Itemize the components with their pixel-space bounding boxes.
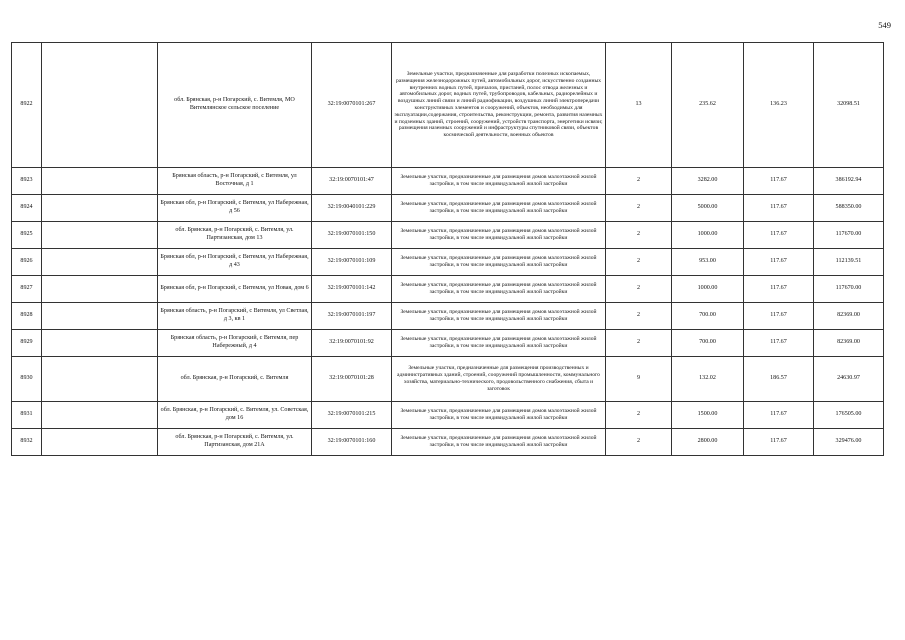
cadastral-value-cell: 588350.00: [814, 195, 884, 222]
land-use-purpose-cell: Земельные участки, предназначенные для размещения домов малоэтажной жилой застройки, в том числе индивидуальной жилой застройки: [392, 330, 606, 357]
table-row: [12, 222, 884, 249]
table-row: [12, 276, 884, 303]
blank-cell: [42, 195, 158, 222]
address-cell: обл. Брянская, р-н Погарский, с. Витемля, ул. Партизанская, дом 21А: [158, 429, 312, 456]
specific-value-cell: 186.57: [744, 357, 814, 402]
area-cell: 2800.00: [672, 429, 744, 456]
land-use-purpose-cell: Земельные участки, предназначенные для размещения домов малоэтажной жилой застройки, в том числе индивидуальной жилой застройки: [392, 429, 606, 456]
cadastral-number-cell: 32:19:0040101:229: [312, 195, 392, 222]
land-use-purpose-cell: Земельные участки, предназначенные для размещения производственных и административных зданий, строений, сооружений промышленности, коммунального хозяйства, материально-технического, продовольственного снабжения, сбыта и заготовок: [392, 357, 606, 402]
address-cell: обл. Брянская, р-н Погарский, с. Витемля, МО Витемлянское сельское поселение: [158, 43, 312, 168]
specific-value-cell: 117.67: [744, 249, 814, 276]
address-cell: Брянская область, р-н Погарский, с Витемля, ул Восточная, д 1: [158, 168, 312, 195]
land-use-purpose-cell: Земельные участки, предназначенные для размещения домов малоэтажной жилой застройки, в том числе индивидуальной жилой застройки: [392, 168, 606, 195]
use-type-code-cell: 2: [606, 168, 672, 195]
table-row: [12, 249, 884, 276]
blank-cell: [42, 357, 158, 402]
blank-cell: [42, 276, 158, 303]
cadastral-value-cell: 117670.00: [814, 276, 884, 303]
address-cell: обл. Брянская, р-н Погарский, с. Витемля, ул. Советская, дом 16: [158, 402, 312, 429]
table-row: [12, 429, 884, 456]
table-row: [12, 402, 884, 429]
table-row: [12, 168, 884, 195]
specific-value-cell: 117.67: [744, 222, 814, 249]
cadastral-number-cell: 32:19:0070101:150: [312, 222, 392, 249]
cadastral-value-cell: 24630.97: [814, 357, 884, 402]
land-use-purpose-cell: Земельные участки, предназначенные для размещения домов малоэтажной жилой застройки, в том числе индивидуальной жилой застройки: [392, 249, 606, 276]
area-cell: 953.00: [672, 249, 744, 276]
record-number-cell: 8928: [12, 303, 42, 330]
address-cell: обл. Брянская, р-н Погарский, с. Витемля, ул. Партизанская, дом 13: [158, 222, 312, 249]
address-cell: Брянская обл, р-н Погарский, с Витемля, ул Новая, дом 6: [158, 276, 312, 303]
area-cell: 5000.00: [672, 195, 744, 222]
specific-value-cell: 117.67: [744, 402, 814, 429]
use-type-code-cell: 2: [606, 195, 672, 222]
address-cell: Брянская область, р-н Погарский, с Витемля, пер Набережный, д 4: [158, 330, 312, 357]
blank-cell: [42, 402, 158, 429]
table-row: [12, 195, 884, 222]
use-type-code-cell: 2: [606, 330, 672, 357]
record-number-cell: 8925: [12, 222, 42, 249]
specific-value-cell: 117.67: [744, 195, 814, 222]
blank-cell: [42, 43, 158, 168]
page-number: 549: [878, 20, 891, 30]
use-type-code-cell: 13: [606, 43, 672, 168]
address-cell: Брянская область, р-н Погарский, с Витемля, ул Светлая, д 3, кв 1: [158, 303, 312, 330]
area-cell: 235.62: [672, 43, 744, 168]
record-number-cell: 8932: [12, 429, 42, 456]
blank-cell: [42, 303, 158, 330]
land-use-purpose-cell: Земельные участки, предназначенные для разработки полезных ископаемых, размещения железнодорожных путей, автомобильных дорог, искусственно созданных внутренних водных путей, причалов, пристаней, полос отвода железных и автомобильных дорог, водных путей, трубопроводов, кабельных, радиорелейных и воздушных линий связи и линий радиофикации, воздушных линий электропередачи конструктивных элементов и сооружений, объектов, необходимых для эксплуатации,содержания, строительства, реконструкции, ремонта, развития наземных и подземных зданий, строений, сооружений, устройств транспорта, энергетики исвязи; размещения наземных сооружений и инфраструктуры спутниковой связи, объектов космической деятельности, военных объектов: [392, 43, 606, 168]
cadastral-value-cell: 82369.00: [814, 330, 884, 357]
cadastral-number-cell: 32:19:0070101:267: [312, 43, 392, 168]
cadastral-number-cell: 32:19:0070101:47: [312, 168, 392, 195]
specific-value-cell: 136.23: [744, 43, 814, 168]
area-cell: 1000.00: [672, 222, 744, 249]
address-cell: Брянская обл, р-н Погарский, с Витемля, ул Набережная, д 56: [158, 195, 312, 222]
specific-value-cell: 117.67: [744, 303, 814, 330]
cadastral-number-cell: 32:19:0070101:197: [312, 303, 392, 330]
blank-cell: [42, 330, 158, 357]
area-cell: 1500.00: [672, 402, 744, 429]
cadastral-value-cell: 176505.00: [814, 402, 884, 429]
record-number-cell: 8927: [12, 276, 42, 303]
area-cell: 132.02: [672, 357, 744, 402]
land-use-purpose-cell: Земельные участки, предназначенные для размещения домов малоэтажной жилой застройки, в том числе индивидуальной жилой застройки: [392, 402, 606, 429]
record-number-cell: 8922: [12, 43, 42, 168]
cadastral-number-cell: 32:19:0070101:215: [312, 402, 392, 429]
cadastral-value-cell: 329476.00: [814, 429, 884, 456]
blank-cell: [42, 222, 158, 249]
address-cell: обл. Брянская, р-н Погарский, с. Витемля: [158, 357, 312, 402]
specific-value-cell: 117.67: [744, 168, 814, 195]
cadastral-value-cell: 386192.94: [814, 168, 884, 195]
cadastral-value-cell: 82369.00: [814, 303, 884, 330]
record-number-cell: 8931: [12, 402, 42, 429]
use-type-code-cell: 2: [606, 222, 672, 249]
land-use-purpose-cell: Земельные участки, предназначенные для размещения домов малоэтажной жилой застройки, в том числе индивидуальной жилой застройки: [392, 276, 606, 303]
table-row: [12, 303, 884, 330]
use-type-code-cell: 2: [606, 303, 672, 330]
land-registry-table: [11, 42, 884, 456]
cadastral-number-cell: 32:19:0070101:160: [312, 429, 392, 456]
table-row: [12, 43, 884, 168]
record-number-cell: 8924: [12, 195, 42, 222]
blank-cell: [42, 249, 158, 276]
land-use-purpose-cell: Земельные участки, предназначенные для размещения домов малоэтажной жилой застройки, в том числе индивидуальной жилой застройки: [392, 195, 606, 222]
table-row: [12, 330, 884, 357]
use-type-code-cell: 9: [606, 357, 672, 402]
specific-value-cell: 117.67: [744, 330, 814, 357]
area-cell: 3282.00: [672, 168, 744, 195]
cadastral-value-cell: 112139.51: [814, 249, 884, 276]
use-type-code-cell: 2: [606, 276, 672, 303]
cadastral-number-cell: 32:19:0070101:142: [312, 276, 392, 303]
land-use-purpose-cell: Земельные участки, предназначенные для размещения домов малоэтажной жилой застройки, в том числе индивидуальной жилой застройки: [392, 222, 606, 249]
table-row: [12, 357, 884, 402]
cadastral-number-cell: 32:19:0070101:92: [312, 330, 392, 357]
blank-cell: [42, 429, 158, 456]
cadastral-value-cell: 117670.00: [814, 222, 884, 249]
use-type-code-cell: 2: [606, 429, 672, 456]
record-number-cell: 8929: [12, 330, 42, 357]
cadastral-number-cell: 32:19:0070101:109: [312, 249, 392, 276]
cadastral-value-cell: 32098.51: [814, 43, 884, 168]
cadastral-number-cell: 32:19:0070101:28: [312, 357, 392, 402]
specific-value-cell: 117.67: [744, 429, 814, 456]
use-type-code-cell: 2: [606, 402, 672, 429]
record-number-cell: 8926: [12, 249, 42, 276]
address-cell: Брянская обл, р-н Погарский, с Витемля, ул Набережная, д 43: [158, 249, 312, 276]
record-number-cell: 8923: [12, 168, 42, 195]
area-cell: 700.00: [672, 330, 744, 357]
use-type-code-cell: 2: [606, 249, 672, 276]
registry-body: [12, 43, 884, 456]
record-number-cell: 8930: [12, 357, 42, 402]
blank-cell: [42, 168, 158, 195]
area-cell: 1000.00: [672, 276, 744, 303]
land-use-purpose-cell: Земельные участки, предназначенные для размещения домов малоэтажной жилой застройки, в том числе индивидуальной жилой застройки: [392, 303, 606, 330]
area-cell: 700.00: [672, 303, 744, 330]
specific-value-cell: 117.67: [744, 276, 814, 303]
